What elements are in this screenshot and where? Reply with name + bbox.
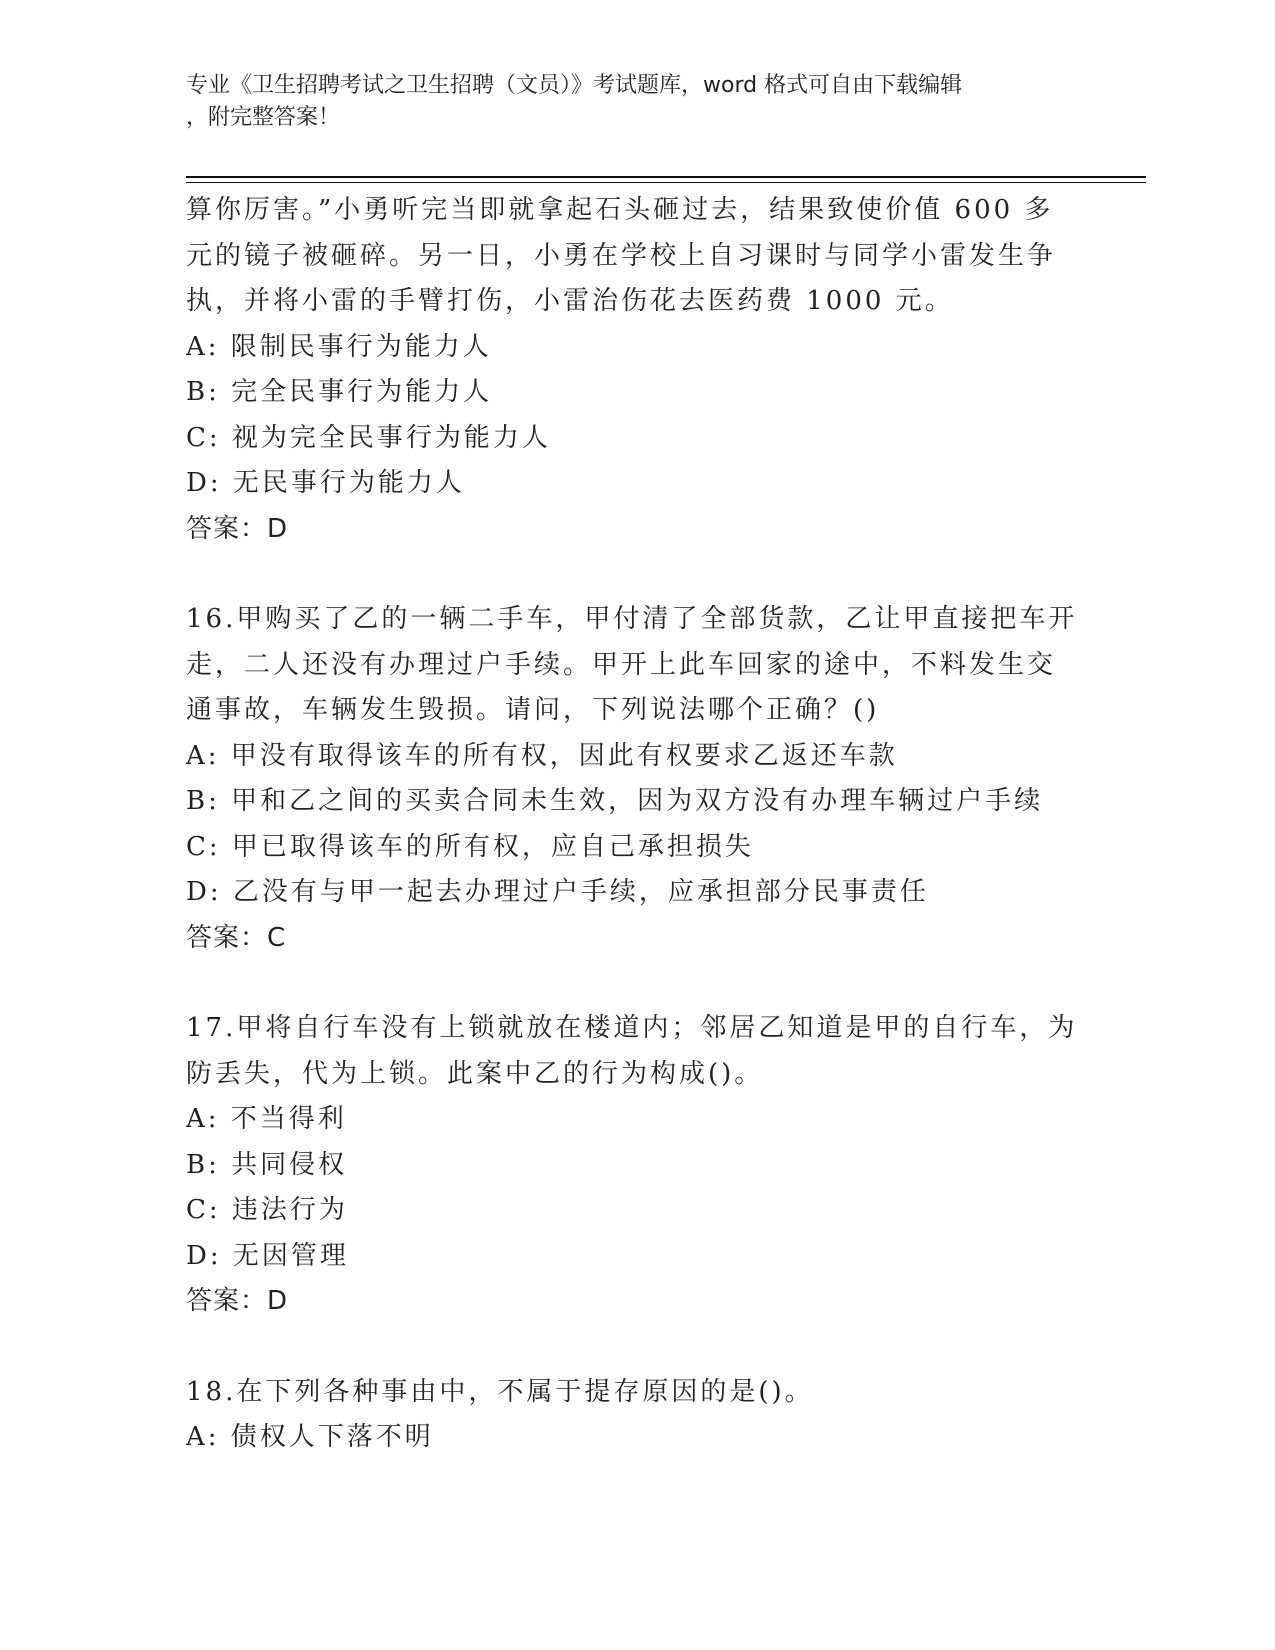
option-d: D: 无因管理 [186, 1240, 349, 1271]
header-divider-thick [186, 176, 1146, 178]
question-stem-line: 执，并将小雷的手臂打伤，小雷治伤花去医药费 1000 元。 [186, 286, 954, 316]
option-d: D: 无民事行为能力人 [186, 468, 465, 498]
option-a: A: 甲没有取得该车的所有权，因此有权要求乙返还车款 [186, 740, 898, 771]
answer-line: 答案：D [186, 513, 289, 544]
answer-line: 答案：D [186, 1286, 289, 1316]
header-line-1: 专业《卫生招聘考试之卫生招聘（文员）》考试题库，word 格式可自由下载编辑 [186, 73, 963, 98]
option-c: C: 违法行为 [186, 1195, 348, 1225]
page-header [186, 70, 1086, 134]
answer-line: 答案：C [186, 922, 287, 953]
question-block-18 [186, 1370, 1086, 1461]
option-b: B: 完全民事行为能力人 [186, 377, 493, 407]
question-block-16 [186, 597, 1086, 961]
question-stem-line: 18.在下列各种事由中，不属于提存原因的是()。 [186, 1376, 814, 1407]
question-stem-line: 通事故，车辆发生毁损。请问，下列说法哪个正确？() [186, 695, 880, 725]
option-b: B: 甲和乙之间的买卖合同未生效，因为双方没有办理车辆过户手续 [186, 786, 1044, 816]
question-block-17 [186, 1006, 1086, 1325]
question-list [186, 188, 1086, 1461]
header-divider-thin [186, 182, 1146, 183]
option-c: C: 视为完全民事行为能力人 [186, 422, 551, 453]
option-c: C: 甲已取得该车的所有权，应自己承担损失 [186, 831, 754, 862]
option-d: D: 乙没有与甲一起去办理过户手续，应承担部分民事责任 [186, 877, 929, 907]
question-stem-line: 元的镜子被砸碎。另一日，小勇在学校上自习课时与同学小雷发生争 [186, 240, 1057, 271]
question-stem-line: 算你厉害。”小勇听完当即就拿起石头砸过去，结果致使价值 600 多 [186, 195, 1054, 225]
option-a: A: 债权人下落不明 [186, 1422, 434, 1452]
question-stem-line: 防丢失，代为上锁。此案中乙的行为构成()。 [186, 1058, 764, 1089]
header-line-2: ，附完整答案！ [186, 105, 341, 130]
question-stem-line: 16.甲购买了乙的一辆二手车，甲付清了全部货款，乙让甲直接把车开 [186, 604, 1078, 634]
question-block-15-continued [186, 188, 1086, 552]
option-a: A: 不当得利 [186, 1104, 347, 1134]
option-a: A: 限制民事行为能力人 [186, 331, 492, 362]
option-b: B: 共同侵权 [186, 1149, 348, 1180]
question-stem-line: 17.甲将自行车没有上锁就放在楼道内；邻居乙知道是甲的自行车，为 [186, 1013, 1078, 1043]
question-stem-line: 走，二人还没有办理过户手续。甲开上此车回家的途中，不料发生交 [186, 649, 1057, 680]
